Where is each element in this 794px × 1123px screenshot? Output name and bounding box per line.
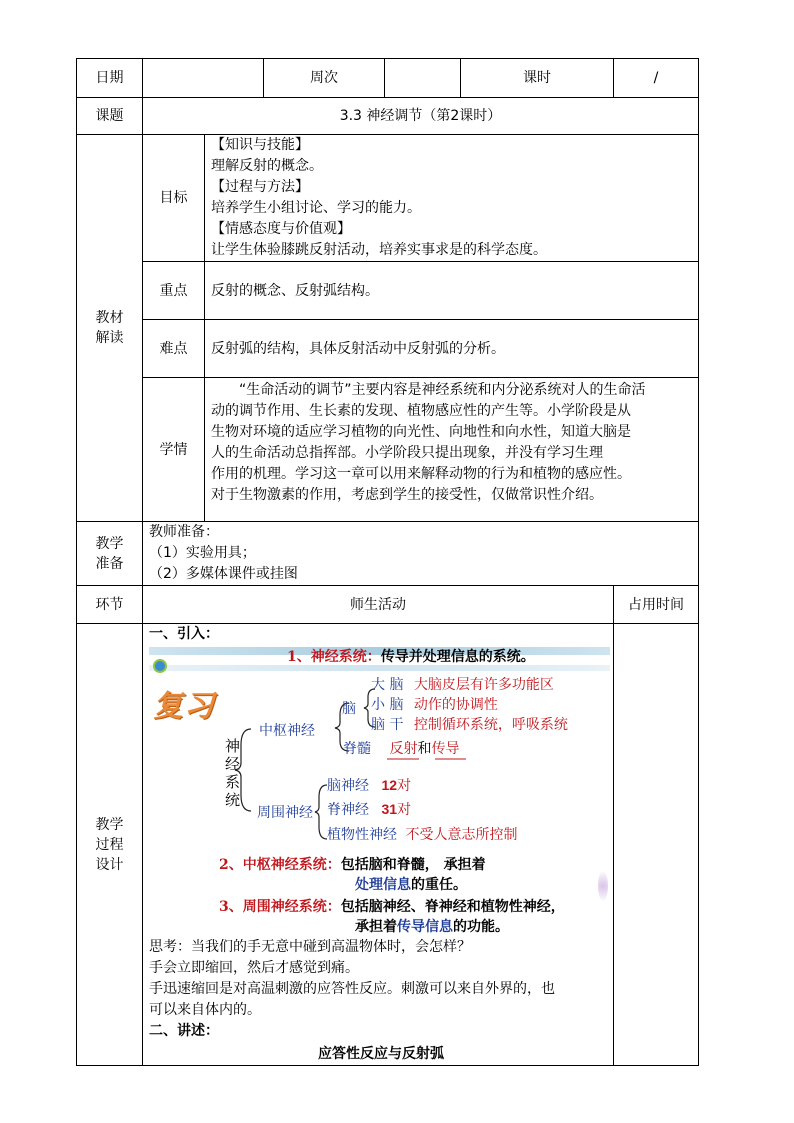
time-header: 占用时间 xyxy=(614,586,699,624)
situation-line: 生物对环境的适应学习植物的向光性、向地性和向水性，知道大脑是 xyxy=(211,424,631,440)
item3 xyxy=(219,897,565,917)
item2 xyxy=(219,855,486,875)
goal-line: 【知识与技能】 xyxy=(211,137,309,153)
goals-label: 目标 xyxy=(143,135,205,262)
spinal-nerve: 脊神经 xyxy=(327,802,369,818)
period-label: 课时 xyxy=(461,59,614,98)
central-nerve: 中枢神经 xyxy=(259,723,315,739)
prep-line: （2）多媒体课件或挂图 xyxy=(149,566,298,582)
prep-line: 教师准备： xyxy=(149,524,219,540)
process-label-line1: 教学 xyxy=(95,816,124,833)
difficult-value: 反射弧的结构，具体反射活动中反射弧的分析。 xyxy=(205,320,699,378)
situation-line: 作用的机理。学习这一章可以用来解释动物的行为和植物的感应性。 xyxy=(211,466,631,482)
section-header: 环节 xyxy=(77,586,143,624)
cranial-count: 12 xyxy=(381,777,398,793)
brainstem: 脑 干 xyxy=(371,717,404,733)
spinal-count: 31 xyxy=(381,801,398,817)
situation-line: 对于生物激素的作用，考虑到学生的接受性，仅做常识性介绍。 xyxy=(211,487,603,503)
cranial-row xyxy=(327,775,411,796)
key-row xyxy=(77,262,699,320)
process-content xyxy=(143,624,614,1066)
date-label: 日期 xyxy=(77,59,143,98)
material-label xyxy=(77,135,143,522)
think-line: 手会立即缩回，然后才感觉到痛。 xyxy=(149,960,359,976)
intro-heading: 一、引入： xyxy=(149,626,219,642)
peripheral-nerve: 周围神经 xyxy=(257,805,313,821)
think-line: 思考：当我们的手无意中碰到高温物体时，会怎样？ xyxy=(149,939,471,955)
item3-title: 周围神经系统： xyxy=(242,899,341,915)
cerebrum-desc: 大脑皮层有许多功能区 xyxy=(413,677,554,693)
process-label-line2: 过程 xyxy=(95,836,124,853)
slide-decoration xyxy=(598,871,608,901)
prep-label xyxy=(77,522,143,586)
item1-num: 1、 xyxy=(287,649,311,665)
cranial-nerve: 脑神经 xyxy=(327,778,369,794)
item1-text: 传导并处理信息的系统。 xyxy=(380,649,535,665)
brain: 脑 xyxy=(342,701,356,717)
spinal-nerve-row xyxy=(327,799,411,820)
conduct: 传导 xyxy=(431,741,460,757)
cerebellum-desc: 动作的协调性 xyxy=(413,697,498,713)
prep-label-line1: 教学 xyxy=(95,535,124,552)
activity-header: 师生活动 xyxy=(143,586,614,624)
cerebrum-row xyxy=(371,675,554,695)
think-block xyxy=(143,937,613,1065)
process-label-line3: 设计 xyxy=(95,856,124,873)
lecture-title: 应答性反应与反射弧 xyxy=(318,1046,444,1062)
review-slide xyxy=(149,645,610,937)
item3-text: 包括脑神经、脊神经和植物性神经， xyxy=(340,899,565,915)
difficult-label: 难点 xyxy=(143,320,205,378)
item2-text: 包括脑和脊髓， 承担着 xyxy=(340,857,486,873)
date-value xyxy=(143,59,264,98)
goals-content xyxy=(205,135,699,262)
think-line: 可以来自体内的。 xyxy=(149,1002,261,1018)
brainstem-desc: 控制循环系统，呼吸系统 xyxy=(413,717,568,733)
cerebrum: 大 脑 xyxy=(371,677,404,693)
goal-line: 【情感态度与价值观】 xyxy=(211,221,351,237)
prep-line: （1）实验用具； xyxy=(149,545,256,561)
review-word: 复习 xyxy=(153,689,215,724)
process-row xyxy=(77,624,699,1066)
situation-line: “生命活动的调节”主要内容是神经系统和内分泌系统对人的生命活 xyxy=(239,382,646,398)
nervous-system-vertical: 神经系统 xyxy=(225,737,241,809)
goal-line: 培养学生小组讨论、学习的能力。 xyxy=(211,200,421,216)
prep-label-line2: 准备 xyxy=(95,555,124,572)
spinal-cord: 脊髓 xyxy=(343,741,371,757)
material-label-line1: 教材 xyxy=(95,310,124,326)
lesson-plan-table xyxy=(76,58,699,1066)
goal-line: 【过程与方法】 xyxy=(211,179,309,195)
cranial-pair: 对 xyxy=(397,778,412,794)
reflex: 反射 xyxy=(389,741,418,757)
item3-tail: 的功能。 xyxy=(453,919,509,935)
item2-title: 中枢神经系统： xyxy=(242,857,341,873)
item3-highlight: 传导信息 xyxy=(397,919,453,935)
item2-line2 xyxy=(355,875,467,895)
goal-line: 让学生体验膝跳反射活动，培养实事求是的科学态度。 xyxy=(211,242,547,258)
goals-row xyxy=(77,135,699,262)
autonomic-desc: 不受人意志所控制 xyxy=(405,827,518,843)
situation-row xyxy=(77,378,699,522)
situation-label: 学情 xyxy=(143,378,205,522)
spinal-row xyxy=(343,739,459,759)
lecture-heading: 二、讲述： xyxy=(149,1023,219,1039)
difficult-row xyxy=(77,320,699,378)
situation-content xyxy=(205,378,699,522)
item2-highlight: 处理信息 xyxy=(355,877,411,893)
cerebellum: 小 脑 xyxy=(371,697,404,713)
brainstem-row xyxy=(371,715,568,735)
item3-pre: 承担着 xyxy=(355,919,397,935)
spinal-pair: 对 xyxy=(397,802,412,818)
cerebellum-row xyxy=(371,695,498,715)
item2-num: 2、 xyxy=(219,857,243,873)
autonomic-nerve: 植物性神经 xyxy=(327,827,397,843)
item2-tail: 的重任。 xyxy=(411,877,467,893)
situation-line: 动的调节作用、生长素的发现、植物感应性的产生等。小学阶段是从 xyxy=(211,403,631,419)
item3-line2 xyxy=(355,917,509,937)
prep-row xyxy=(77,522,699,586)
situation-line: 人的生命活动总指挥部。小学阶段只提出现象，并没有学习生理 xyxy=(211,445,603,461)
week-label: 周次 xyxy=(264,59,385,98)
material-label-line2: 解读 xyxy=(95,330,124,346)
process-header-row xyxy=(77,586,699,624)
prep-content xyxy=(143,522,699,586)
topic-value: 3.3 神经调节（第2课时） xyxy=(143,98,699,135)
and-word: 和 xyxy=(417,741,432,757)
think-line: 手迅速缩回是对高温刺激的应答性反应。刺激可以来自外界的，也 xyxy=(149,981,555,997)
key-value: 反射的概念、反射弧结构。 xyxy=(205,262,699,320)
time-cell xyxy=(614,624,699,1066)
topic-row xyxy=(77,98,699,135)
topic-label: 课题 xyxy=(77,98,143,135)
process-label xyxy=(77,624,143,1066)
goal-line: 理解反射的概念。 xyxy=(211,158,323,174)
header-row xyxy=(77,59,699,98)
autonomic-row xyxy=(327,825,517,845)
item1-title: 神经系统： xyxy=(310,649,381,665)
key-label: 重点 xyxy=(143,262,205,320)
item3-num: 3、 xyxy=(219,899,243,915)
period-value: / xyxy=(614,59,699,98)
week-value xyxy=(385,59,461,98)
